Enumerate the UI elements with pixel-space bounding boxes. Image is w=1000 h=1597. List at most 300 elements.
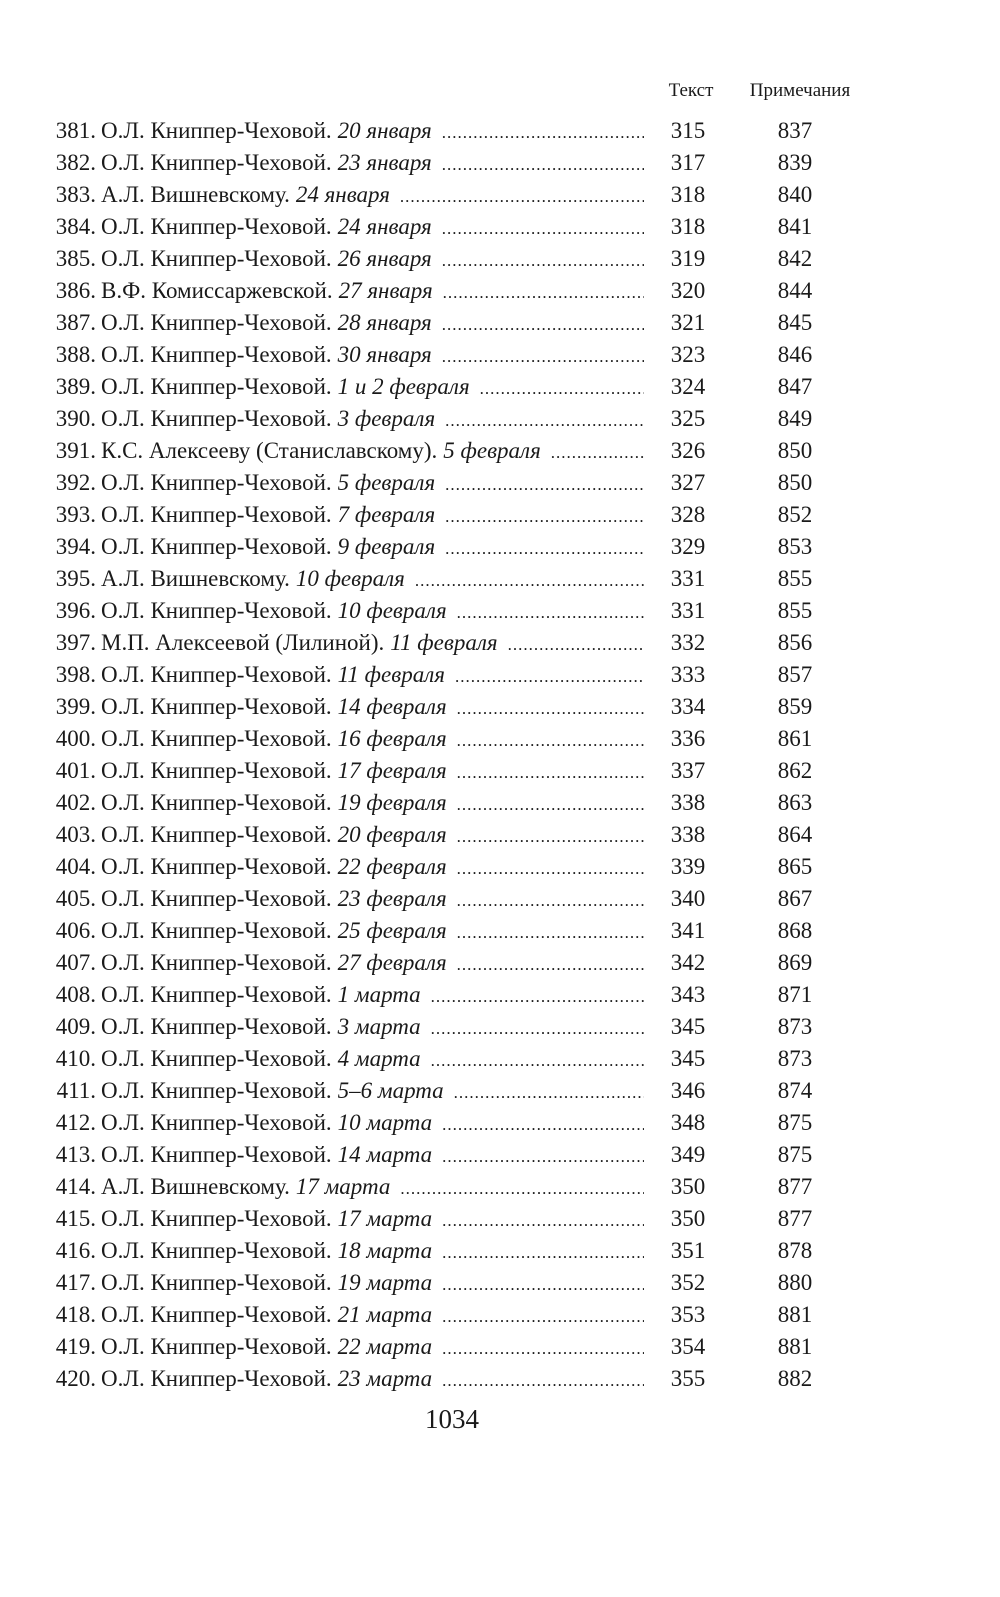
entry-notes-page: 875 [777,1142,813,1167]
entry-date: 23 января [337,150,432,175]
toc-entry [0,883,1000,915]
entry-date: 9 февраля [337,534,436,559]
toc-entry-title [30,659,644,691]
entry-recipient: О.Л. Книппер-Чеховой. [101,854,332,879]
entry-text-page: 341 [670,918,706,943]
entry-number: 410. [55,1046,96,1071]
entry-date: 3 февраля [337,406,436,431]
entry-recipient: В.Ф. Комиссаржевской. [101,278,333,303]
entry-text-page: 340 [670,886,706,911]
entry-recipient: О.Л. Книппер-Чеховой. [101,1366,332,1391]
entry-date: 16 февраля [337,726,447,751]
toc-entry-title [30,819,644,851]
entry-date: 22 марта [337,1334,433,1359]
toc-entry [0,467,1000,499]
dot-leader [400,1173,644,1203]
toc-entry-title [30,595,644,627]
toc-entry-title [30,1043,644,1075]
dot-leader [457,597,644,627]
entry-number: 409. [55,1014,96,1039]
dot-leader [480,373,644,403]
toc-entry [0,1235,1000,1267]
toc-entry-title [30,787,644,819]
entry-notes-page: 852 [777,502,813,527]
entry-text-page: 336 [670,726,706,751]
entry-date: 24 января [295,182,390,207]
column-header-notes: Примечания [749,80,851,101]
toc-entry [0,435,1000,467]
dot-leader [442,341,644,371]
entry-notes-page: 877 [777,1174,813,1199]
toc-entry-title [30,467,644,499]
dot-leader [442,1365,644,1395]
entry-text-page: 326 [670,438,706,463]
toc-entry [0,1107,1000,1139]
dot-leader [445,405,644,435]
entry-notes-page: 850 [777,470,813,495]
entry-number: 384. [55,214,96,239]
toc-entry-title [30,1139,644,1171]
entry-text-page: 343 [670,982,706,1007]
entry-text-page: 324 [670,374,706,399]
entry-number: 407. [55,950,96,975]
entry-notes-page: 837 [777,118,813,143]
entry-text-page: 333 [670,662,706,687]
toc-entry-title [30,147,644,179]
entry-number: 390. [55,406,96,431]
entry-notes-page: 875 [777,1110,813,1135]
entry-date: 27 февраля [337,950,447,975]
entry-notes-page: 864 [777,822,813,847]
entry-recipient: О.Л. Книппер-Чеховой. [101,1302,332,1327]
toc-entry [0,1075,1000,1107]
entry-notes-page: 868 [777,918,813,943]
entry-recipient: О.Л. Книппер-Чеховой. [101,1142,332,1167]
entry-date: 23 марта [337,1366,433,1391]
dot-leader [455,661,644,691]
toc-entry-title [30,979,644,1011]
toc-entry-title [30,691,644,723]
toc-entry [0,1139,1000,1171]
entry-date: 1 марта [337,982,421,1007]
entry-recipient: К.С. Алексееву (Станиславскому). [101,438,438,463]
entry-recipient: О.Л. Книппер-Чеховой. [101,1334,332,1359]
toc-entry [0,563,1000,595]
dot-leader [457,789,644,819]
entry-text-page: 354 [670,1334,706,1359]
dot-leader [442,1301,644,1331]
toc-entry-title [30,243,644,275]
entry-number: 419. [55,1334,96,1359]
entry-number: 414. [55,1174,96,1199]
toc-entry [0,1203,1000,1235]
toc-entry-title [30,371,644,403]
dot-leader [551,437,644,467]
toc-entry [0,979,1000,1011]
entry-recipient: О.Л. Книппер-Чеховой. [101,918,332,943]
entry-number: 393. [55,502,96,527]
dot-leader [442,1237,644,1267]
dot-leader [442,245,644,275]
toc-entry-title [30,627,644,659]
entry-text-page: 345 [670,1014,706,1039]
entry-date: 20 февраля [337,822,447,847]
column-header-text: Текст [668,80,714,101]
toc-entry [0,179,1000,211]
entry-text-page: 349 [670,1142,706,1167]
entry-text-page: 328 [670,502,706,527]
toc-entry-title [30,499,644,531]
entry-number: 420. [55,1366,96,1391]
entry-date: 10 февраля [337,598,447,623]
entry-recipient: О.Л. Книппер-Чеховой. [101,246,332,271]
entry-date: 30 января [337,342,432,367]
dot-leader [442,213,644,243]
dot-leader [442,149,644,179]
toc-entry [0,115,1000,147]
entry-notes-page: 845 [777,310,813,335]
toc-column-header [0,80,1000,106]
dot-leader [442,117,644,147]
entry-notes-page: 847 [777,374,813,399]
entry-number: 405. [55,886,96,911]
entry-recipient: О.Л. Книппер-Чеховой. [101,534,332,559]
dot-leader [442,309,644,339]
entry-text-page: 315 [670,118,706,143]
toc-entry [0,307,1000,339]
toc-entry-title [30,723,644,755]
entry-text-page: 342 [670,950,706,975]
toc-entry [0,595,1000,627]
entry-date: 24 января [337,214,432,239]
toc-entry-title [30,1203,644,1235]
toc-entry [0,627,1000,659]
entry-number: 395. [55,566,96,591]
entry-number: 416. [55,1238,96,1263]
entry-text-page: 331 [670,566,706,591]
entry-notes-page: 840 [777,182,813,207]
entry-notes-page: 865 [777,854,813,879]
entry-notes-page: 842 [777,246,813,271]
entry-date: 10 февраля [295,566,405,591]
entry-recipient: О.Л. Книппер-Чеховой. [101,1270,332,1295]
entry-date: 14 февраля [337,694,447,719]
dot-leader [454,1077,644,1107]
entry-text-page: 348 [670,1110,706,1135]
entry-recipient: А.Л. Вишневскому. [101,182,290,207]
entry-text-page: 350 [670,1174,706,1199]
entry-date: 23 февраля [337,886,447,911]
dot-leader [457,821,644,851]
dot-leader [457,853,644,883]
toc-entry [0,531,1000,563]
toc-entry [0,1267,1000,1299]
entry-text-page: 329 [670,534,706,559]
entry-date: 21 марта [337,1302,433,1327]
entry-notes-page: 844 [777,278,813,303]
entry-notes-page: 874 [777,1078,813,1103]
entry-text-page: 320 [670,278,706,303]
entry-notes-page: 877 [777,1206,813,1231]
entry-notes-page: 873 [777,1014,813,1039]
entry-notes-page: 855 [777,566,813,591]
entry-number: 383. [55,182,96,207]
entry-date: 27 января [338,278,433,303]
dot-leader [457,725,644,755]
entry-text-page: 353 [670,1302,706,1327]
toc-entry-title [30,179,644,211]
entry-date: 18 марта [337,1238,433,1263]
toc-entry [0,339,1000,371]
entry-recipient: О.Л. Книппер-Чеховой. [101,726,332,751]
entry-text-page: 331 [670,598,706,623]
entry-number: 394. [55,534,96,559]
dot-leader [445,501,644,531]
entry-number: 404. [55,854,96,879]
entry-number: 387. [55,310,96,335]
entry-date: 20 января [337,118,432,143]
toc-entry-title [30,755,644,787]
entry-recipient: О.Л. Книппер-Чеховой. [101,1238,332,1263]
entry-text-page: 352 [670,1270,706,1295]
toc-entry [0,819,1000,851]
entry-notes-page: 882 [777,1366,813,1391]
entry-number: 403. [55,822,96,847]
entry-number: 411. [56,1078,96,1103]
entry-text-page: 332 [670,630,706,655]
toc-entry-title [30,275,644,307]
entry-date: 14 марта [337,1142,433,1167]
entry-number: 397. [55,630,96,655]
toc-entry [0,691,1000,723]
page-number: 1034 [425,1404,479,1434]
dot-leader [457,693,644,723]
entry-notes-page: 853 [777,534,813,559]
entry-text-page: 319 [670,246,706,271]
entry-text-page: 346 [670,1078,706,1103]
dot-leader [431,981,644,1011]
toc-entry [0,1171,1000,1203]
toc-entry [0,243,1000,275]
dot-leader [442,1141,644,1171]
entry-text-page: 338 [670,790,706,815]
entry-notes-page: 878 [777,1238,813,1263]
toc-entry [0,371,1000,403]
entry-date: 17 февраля [337,758,447,783]
entry-recipient: О.Л. Книппер-Чеховой. [101,342,332,367]
dot-leader [443,277,644,307]
toc-entry-title [30,851,644,883]
toc-entry [0,915,1000,947]
entry-notes-page: 873 [777,1046,813,1071]
entry-notes-page: 862 [777,758,813,783]
entry-recipient: М.П. Алексеевой (Лилиной). [101,630,385,655]
entry-date: 5 февраля [443,438,541,463]
entry-recipient: О.Л. Книппер-Чеховой. [101,758,332,783]
entry-notes-page: 867 [777,886,813,911]
entry-text-page: 338 [670,822,706,847]
entry-number: 381. [55,118,96,143]
entry-notes-page: 857 [777,662,813,687]
entry-number: 396. [55,598,96,623]
toc-entry-title [30,1107,644,1139]
entry-notes-page: 839 [777,150,813,175]
table-of-contents [0,115,1000,1395]
entry-date: 26 января [337,246,432,271]
entry-recipient: А.Л. Вишневскому. [101,1174,290,1199]
entry-text-page: 318 [670,182,706,207]
entry-date: 7 февраля [337,502,436,527]
entry-date: 19 марта [337,1270,433,1295]
toc-entry [0,755,1000,787]
entry-recipient: О.Л. Книппер-Чеховой. [101,502,332,527]
toc-entry [0,211,1000,243]
dot-leader [415,565,644,595]
toc-entry-title [30,403,644,435]
entry-date: 10 марта [337,1110,433,1135]
entry-recipient: О.Л. Книппер-Чеховой. [101,118,332,143]
toc-entry-title [30,211,644,243]
dot-leader [445,533,644,563]
entry-notes-page: 881 [777,1334,813,1359]
toc-entry [0,947,1000,979]
entry-recipient: О.Л. Книппер-Чеховой. [101,374,332,399]
entry-date: 5 февраля [337,470,436,495]
entry-notes-page: 846 [777,342,813,367]
entry-date: 11 февраля [337,662,445,687]
entry-recipient: О.Л. Книппер-Чеховой. [101,1110,332,1135]
entry-number: 401. [55,758,96,783]
entry-number: 412. [55,1110,96,1135]
toc-entry [0,659,1000,691]
entry-date: 4 марта [337,1046,421,1071]
entry-recipient: О.Л. Книппер-Чеховой. [101,150,332,175]
entry-number: 402. [55,790,96,815]
toc-entry-title [30,915,644,947]
toc-entry-title [30,1235,644,1267]
dot-leader [457,949,644,979]
entry-number: 406. [55,918,96,943]
entry-text-page: 327 [670,470,706,495]
toc-entry [0,499,1000,531]
entry-notes-page: 855 [777,598,813,623]
entry-text-page: 337 [670,758,706,783]
entry-notes-page: 849 [777,406,813,431]
entry-date: 22 февраля [337,854,447,879]
entry-text-page: 350 [670,1206,706,1231]
entry-recipient: О.Л. Книппер-Чеховой. [101,1206,332,1231]
entry-text-page: 317 [670,150,706,175]
entry-recipient: О.Л. Книппер-Чеховой. [101,470,332,495]
entry-notes-page: 861 [777,726,813,751]
entry-recipient: О.Л. Книппер-Чеховой. [101,406,332,431]
entry-recipient: О.Л. Книппер-Чеховой. [101,982,332,1007]
entry-date: 3 марта [337,1014,421,1039]
entry-notes-page: 841 [777,214,813,239]
entry-date: 17 марта [337,1206,433,1231]
toc-entry [0,1299,1000,1331]
entry-recipient: О.Л. Книппер-Чеховой. [101,1046,332,1071]
dot-leader [457,757,644,787]
entry-number: 413. [55,1142,96,1167]
dot-leader [442,1109,644,1139]
entry-number: 415. [55,1206,96,1231]
entry-recipient: О.Л. Книппер-Чеховой. [101,694,332,719]
entry-notes-page: 850 [777,438,813,463]
entry-number: 386. [55,278,96,303]
dot-leader [431,1013,644,1043]
entry-text-page: 351 [670,1238,706,1263]
entry-recipient: О.Л. Книппер-Чеховой. [101,598,332,623]
entry-text-page: 334 [670,694,706,719]
dot-leader [442,1269,644,1299]
toc-entry-title [30,1331,644,1363]
entry-notes-page: 881 [777,1302,813,1327]
entry-recipient: О.Л. Книппер-Чеховой. [101,886,332,911]
entry-notes-page: 863 [777,790,813,815]
entry-recipient: О.Л. Книппер-Чеховой. [101,1078,332,1103]
entry-notes-page: 856 [777,630,813,655]
entry-notes-page: 871 [777,982,813,1007]
entry-number: 418. [55,1302,96,1327]
toc-entry [0,403,1000,435]
entry-date: 25 февраля [337,918,447,943]
toc-entry-title [30,1011,644,1043]
toc-entry [0,1043,1000,1075]
entry-text-page: 321 [670,310,706,335]
entry-notes-page: 880 [777,1270,813,1295]
entry-number: 389. [55,374,96,399]
dot-leader [400,181,644,211]
toc-entry [0,147,1000,179]
entry-recipient: О.Л. Книппер-Чеховой. [101,310,332,335]
entry-number: 398. [55,662,96,687]
entry-notes-page: 859 [777,694,813,719]
toc-entry-title [30,1267,644,1299]
entry-recipient: О.Л. Книппер-Чеховой. [101,950,332,975]
dot-leader [442,1205,644,1235]
entry-text-page: 318 [670,214,706,239]
entry-number: 408. [55,982,96,1007]
toc-entry-title [30,435,644,467]
toc-entry [0,1011,1000,1043]
entry-number: 391. [55,438,96,463]
entry-date: 17 марта [295,1174,391,1199]
entry-recipient: О.Л. Книппер-Чеховой. [101,1014,332,1039]
toc-entry [0,723,1000,755]
toc-entry-title [30,1363,644,1395]
entry-recipient: О.Л. Книппер-Чеховой. [101,214,332,239]
entry-number: 388. [55,342,96,367]
entry-recipient: О.Л. Книппер-Чеховой. [101,822,332,847]
entry-number: 385. [55,246,96,271]
dot-leader [508,629,644,659]
entry-date: 19 февраля [337,790,447,815]
entry-notes-page: 869 [777,950,813,975]
dot-leader [442,1333,644,1363]
toc-entry [0,1331,1000,1363]
toc-entry-title [30,1075,644,1107]
dot-leader [431,1045,644,1075]
entry-number: 392. [55,470,96,495]
toc-entry [0,851,1000,883]
toc-entry [0,787,1000,819]
entry-recipient: О.Л. Книппер-Чеховой. [101,662,332,687]
toc-entry [0,275,1000,307]
toc-entry-title [30,307,644,339]
entry-text-page: 325 [670,406,706,431]
entry-date: 11 февраля [390,630,498,655]
